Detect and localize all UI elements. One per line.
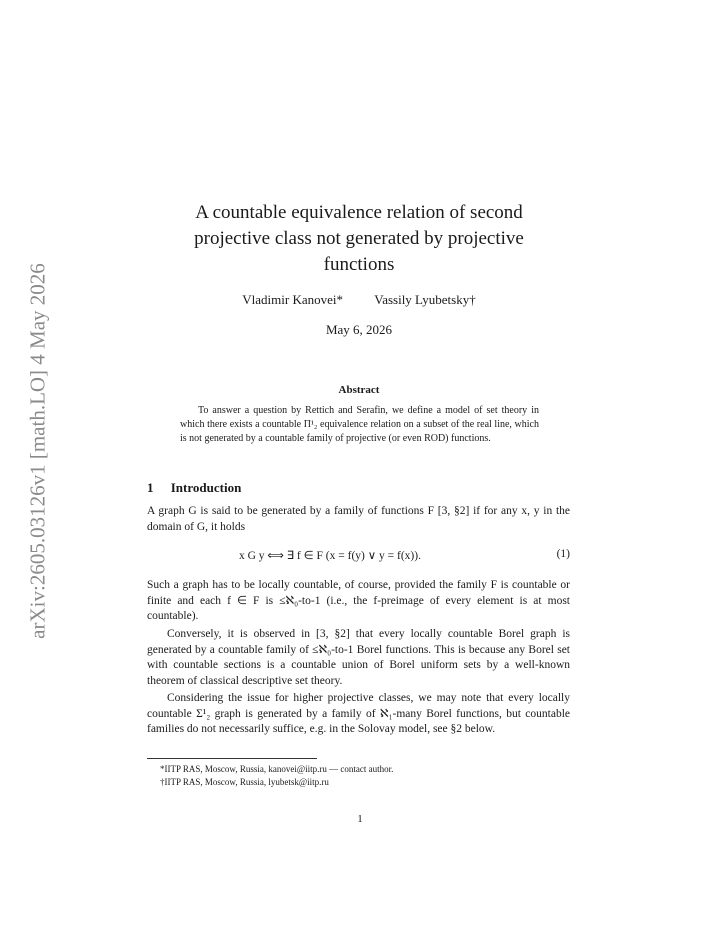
paragraph-1: A graph G is said to be generated by a family of functions F [3, §2] if for any x, y in the domain of G, it holds xyxy=(147,505,570,533)
abstract-text: To answer a question by Rettich and Serafin, we define a model of set theory in which there exists a countable Π¹₂ equivalence relation on a subset of the real line, which is not generated by a countable family of projective (or even ROD) functions. xyxy=(180,405,539,444)
section-heading xyxy=(147,480,241,496)
paragraph-4: Considering the issue for higher projective classes, we may note that every locally countable Σ¹₂ graph is generated by a family of ℵ₁-many Borel functions, but countable families do not necessarily suffice, e.g. in the Solovay model, see §2 below. xyxy=(147,692,570,735)
paragraph-3: Conversely, it is observed in [3, §2] that every locally countable Borel graph is generated by a countable family of ≤ℵ₀-to-1 Borel functions. This is because any Borel set with countable sections is a countable union of Borel uniform sets by a well-known theorem of classical descriptive set theory. xyxy=(147,628,570,687)
author-1: Vladimir Kanovei* xyxy=(242,292,343,307)
paragraph-2: Such a graph has to be locally countable, of course, provided the family F is countable or finite and each f ∈ F is ≤ℵ₀-to-1 (i.e., the f-preimage of every element is at most countable). xyxy=(147,579,570,622)
paper-title: A countable equivalence relation of second projective class not generated by projective functions xyxy=(194,202,524,275)
page-number: 1 xyxy=(357,813,363,825)
section-number: 1 xyxy=(147,480,154,495)
author-2: Vassily Lyubetsky† xyxy=(374,292,476,307)
footnote-rule xyxy=(147,758,317,759)
footnote-2: †IITP RAS, Moscow, Russia, lyubetsk@iitp.ru xyxy=(160,777,329,787)
arxiv-stamp: arXiv:2605.03126v1 [math.LO] 4 May 2026 xyxy=(25,263,50,639)
equation-formula: x G y ⟺ ∃ f ∈ F (x = f(y) ∨ y = f(x)). xyxy=(239,550,421,562)
arxiv-stamp-container xyxy=(23,248,53,654)
paper-date: May 6, 2026 xyxy=(325,322,393,337)
authors xyxy=(160,292,558,308)
section-title: Introduction xyxy=(170,480,242,495)
equation-number: (1) xyxy=(556,548,570,560)
footnote-1: *IITP RAS, Moscow, Russia, kanovei@iitp.ru — contact author. xyxy=(160,764,394,774)
abstract-heading: Abstract xyxy=(338,384,380,396)
